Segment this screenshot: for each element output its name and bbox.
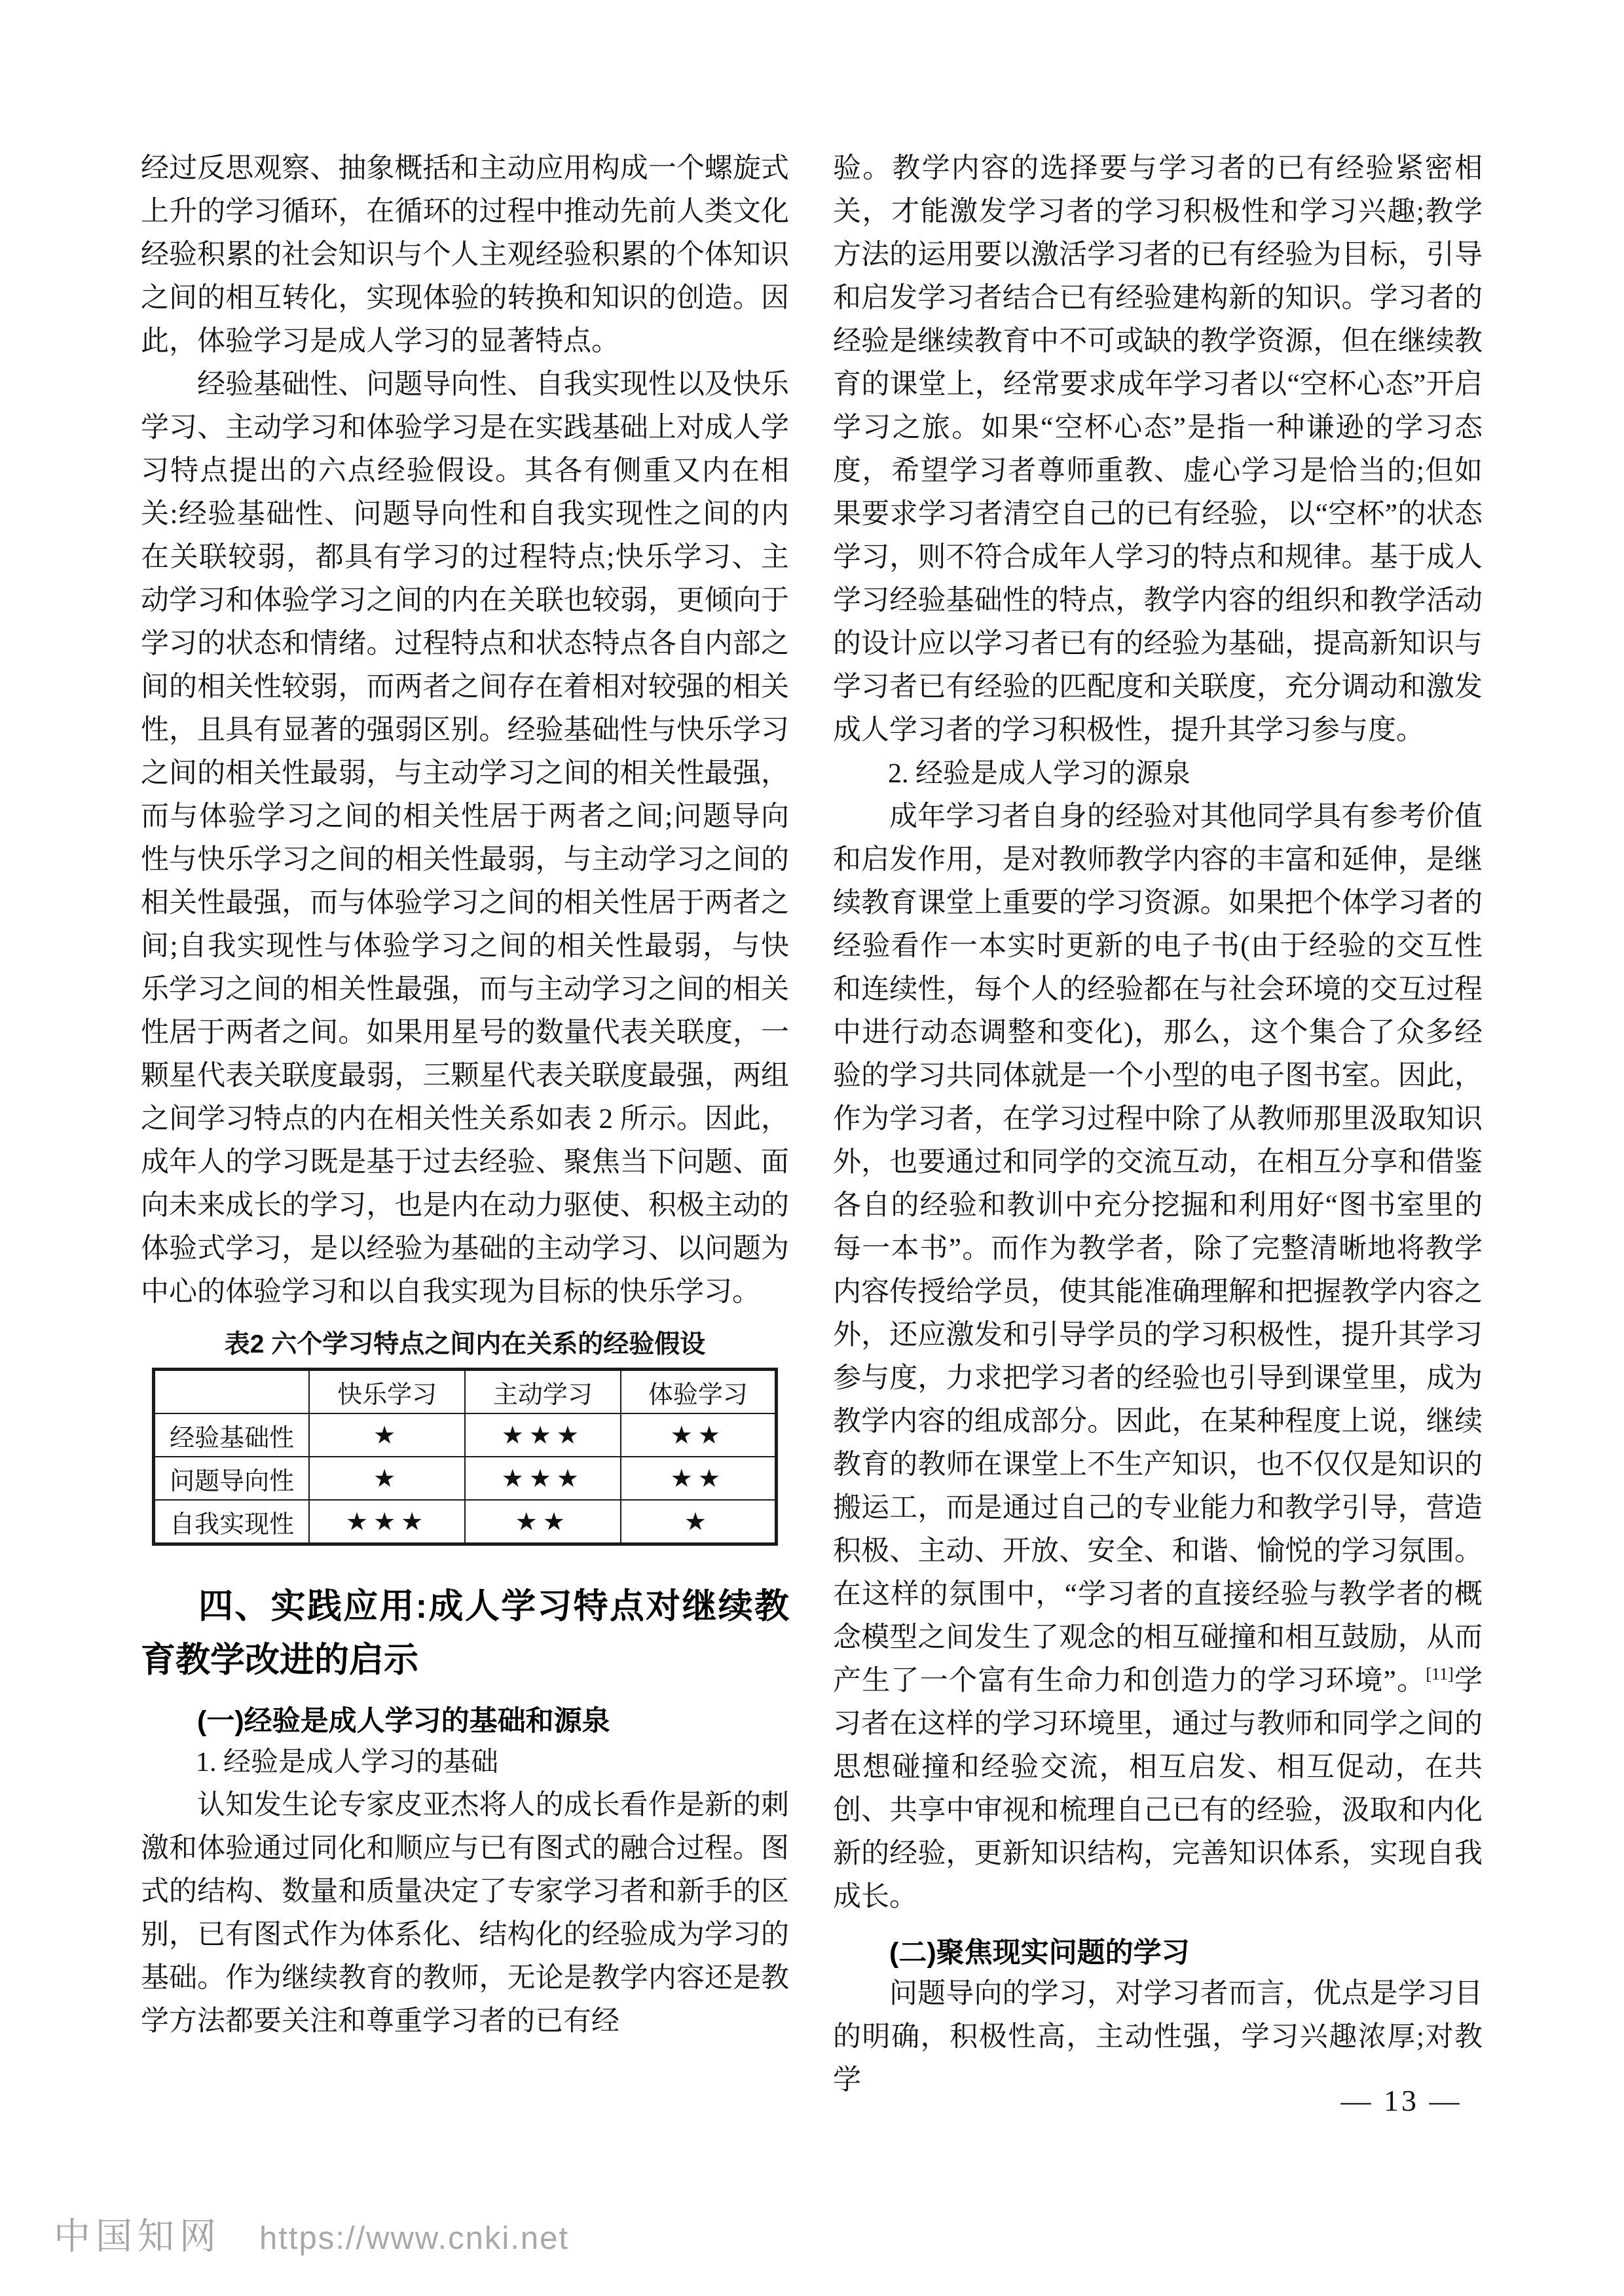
subsection-heading: (一)经验是成人学习的基础和源泉 <box>197 1705 610 1737</box>
star-rating: ★ <box>621 1500 777 1544</box>
subsection-heading: (二)聚焦现实问题的学习 <box>889 1937 1190 1969</box>
paragraph-continuation: 经过反思观察、抽象概括和主动应用构成一个螺旋式上升的学习循环，在循环的过程中推动先前人类文化经验积累的社会知识与个人主观经验积累的个体知识之间的相互转化，实现体验的转换和知识的创造。因此，体验学习是成人学习的显著特点。 <box>141 153 789 357</box>
left-column <box>141 147 789 2043</box>
numbered-point: 2. 经验是成人学习的源泉 <box>888 759 1191 789</box>
table-caption: 表2 六个学习特点之间内在关系的经验假设 <box>224 1330 706 1358</box>
star-rating: ★★★ <box>465 1457 621 1500</box>
row-label: 经验基础性 <box>154 1413 310 1457</box>
paragraph-continuation: 验。教学内容的选择要与学习者的已有经验紧密相关，才能激发学习者的学习积极性和学习兴趣;教学方法的运用要以激活学习者的已有经验为目标，引导和启发学习者结合已有经验建构新的知识。学习者的经验是继续教育中不可或缺的教学资源，但在继续教育的课堂上，经常要求成年学习者以“空杯心态”开启学习之旅。如果“空杯心态”是指一种谦逊的学习态度，希望学习者尊师重教、虚心学习是恰当的;但如果要求学习者清空自己的已有经验，以“空杯”的状态学习，则不符合成年人学习的特点和规律。基于成人学习经验基础性的特点，教学内容的组织和教学活动的设计应以学习者已有的经验为基础，提高新知识与学习者已有经验的匹配度和关联度，充分调动和激发成人学习者的学习积极性，提升其学习参与度。 <box>833 153 1483 746</box>
table-header-happy-learning: 快乐学习 <box>309 1370 465 1414</box>
paragraph-text: 成年学习者自身的经验对其他同学具有参考价值和启发作用，是对教师教学内容的丰富和延伸，是继续教育课堂上重要的学习资源。如果把个体学习者的经验看作一本实时更新的电子书(由于经验的交互性和连续性，每个人的经验都在与社会环境的交互过程中进行动态调整和变化)，那么，这个集合了众多经验的学习共同体就是一个小型的电子图书室。因此，作为学习者，在学习过程中除了从教师那里汲取知识外，也要通过和同学的交流互动，在相互分享和借鉴各自的经验和教训中充分挖掘和利用好“图书室里的每一本书”。而作为教学者，除了完整清晰地将教学内容传授给学员，使其能准确理解和把握教学内容之外，还应激发和引导学员的学习积极性，提升其学习参与度，力求把学习者的经验也引导到课堂里，成为教学内容的组成部分。因此，在某种程度上说，继续教育的教师在课堂上不生产知识，也不仅仅是知识的搬运工，而是通过自己的专业能力和教学引导，营造积极、主动、开放、安全、和谐、愉悦的学习氛围。在这样的氛围中，“学习者的直接经验与教学者的概念模型之间发生了观念的相互碰撞和相互鼓励，从而产生了一个富有生命力和创造力的学习环境”。 <box>833 801 1483 1696</box>
star-rating: ★ <box>309 1413 465 1457</box>
table-header-blank <box>154 1370 310 1414</box>
star-rating: ★ <box>309 1457 465 1500</box>
numbered-point: 1. 经验是成人学习的基础 <box>196 1747 499 1777</box>
row-label: 自我实现性 <box>154 1500 310 1544</box>
table-row <box>154 1500 777 1544</box>
paragraph-text: 学习者在这样的学习环境里，通过与教师和同学之间的思想碰撞和经验交流，相互启发、相互促动，在共创、共享中审视和梳理自己已有的经验，汲取和内化新的经验，更新知识结构，完善知识体系，实现自我成长。 <box>833 1666 1483 1912</box>
right-column <box>833 147 1483 2102</box>
table-row <box>154 1413 777 1457</box>
page-number: — 13 — <box>1340 2084 1462 2117</box>
star-rating: ★★ <box>621 1457 777 1500</box>
cnki-watermark <box>54 2208 569 2260</box>
citation-marker: [11] <box>1426 1664 1454 1684</box>
paragraph-with-citation <box>833 795 1483 1919</box>
table-header-active-learning: 主动学习 <box>465 1370 621 1414</box>
row-label: 问题导向性 <box>154 1457 310 1500</box>
table-row <box>154 1457 777 1500</box>
star-rating: ★★ <box>465 1500 621 1544</box>
section-heading: 四、实践应用:成人学习特点对继续教育教学改进的启示 <box>141 1587 789 1679</box>
paragraph: 经验基础性、问题导向性、自我实现性以及快乐学习、主动学习和体验学习是在实践基础上对成人学习特点提出的六点经验假设。其各有侧重又内在相关:经验基础性、问题导向性和自我实现性之间的内在关联较弱，都具有学习的过程特点;快乐学习、主动学习和体验学习之间的内在关联也较弱，更倾向于学习的状态和情绪。过程特点和状态特点各自内部之间的相关性较弱，而两者之间存在着相对较强的相关性，且具有显著的强弱区别。经验基础性与快乐学习之间的相关性最弱，与主动学习之间的相关性最强，而与体验学习之间的相关性居于两者之间;问题导向性与快乐学习之间的相关性最弱，与主动学习之间的相关性最强，而与体验学习之间的相关性居于两者之间;自我实现性与体验学习之间的相关性最弱，与快乐学习之间的相关性最强，而与主动学习之间的相关性居于两者之间。如果用星号的数量代表关联度，一颗星代表关联度最弱，三颗星代表关联度最强，两组之间学习特点的内在相关性关系如表 2 所示。因此，成年人的学习既是基于过去经验、聚焦当下问题、面向未来成长的学习，也是内在动力驱使、积极主动的体验式学习，是以经验为基础的主动学习、以问题为中心的体验学习和以自我实现为目标的快乐学习。 <box>141 369 789 1307</box>
star-rating: ★★★ <box>465 1413 621 1457</box>
paragraph: 问题导向的学习，对学习者而言，优点是学习目的明确，积极性高，主动性强，学习兴趣浓厚;对教学 <box>833 1978 1483 2096</box>
cnki-url: https://www.cnki.net <box>259 2221 570 2256</box>
relation-table <box>152 1368 778 1546</box>
star-rating: ★★★ <box>309 1500 465 1544</box>
table-header-row <box>154 1370 777 1414</box>
table-header-experiential-learning: 体验学习 <box>621 1370 777 1414</box>
paragraph: 认知发生论专家皮亚杰将人的成长看作是新的刺激和体验通过同化和顺应与已有图式的融合过程。图式的结构、数量和质量决定了专家学习者和新手的区别，已有图式作为体系化、结构化的经验成为学习的基础。作为继续教育的教师，无论是教学内容还是教学方法都要关注和尊重学习者的已有经 <box>141 1790 789 2037</box>
cnki-brand-label: 中国知网 <box>54 2215 221 2257</box>
star-rating: ★★ <box>621 1413 777 1457</box>
